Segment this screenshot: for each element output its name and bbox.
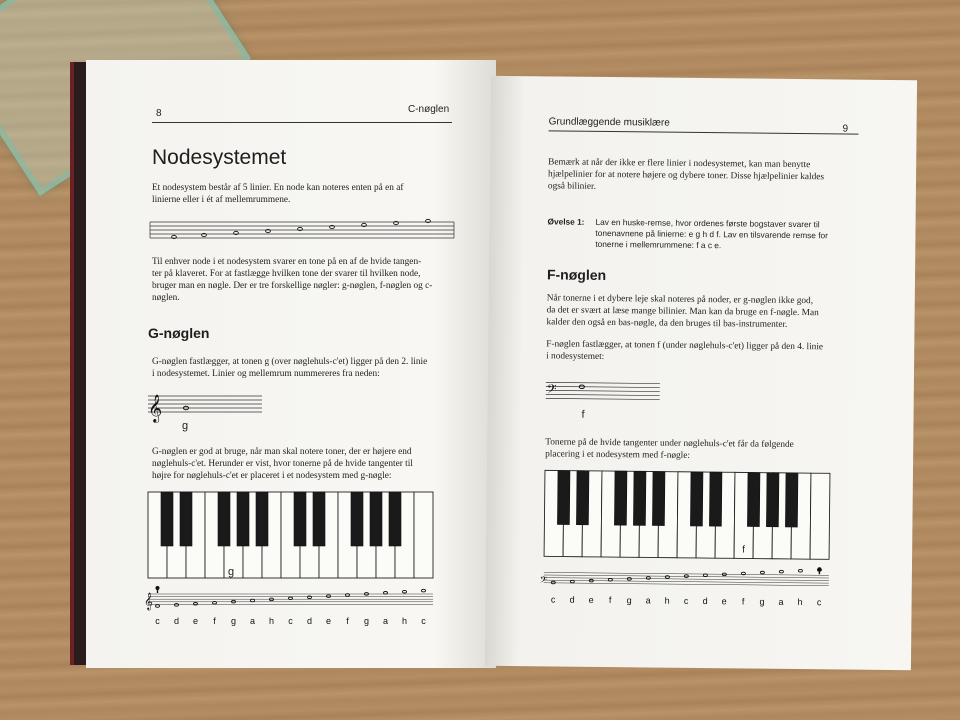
note-name: d bbox=[173, 616, 180, 626]
note-name: c bbox=[550, 594, 556, 605]
note bbox=[741, 572, 745, 575]
black-key bbox=[389, 492, 401, 546]
f-clef-usage-paragraph bbox=[545, 436, 865, 463]
staff-line bbox=[544, 580, 829, 583]
keyboard-diagram-bass bbox=[541, 468, 843, 621]
intro-paragraph bbox=[152, 182, 452, 206]
note-name: c bbox=[288, 616, 293, 626]
black-key bbox=[370, 492, 382, 546]
text-line: tonenavnene på linierne: e g h d f. Lav en tilsvarende remse for bbox=[595, 227, 828, 241]
bilinier-paragraph bbox=[548, 156, 868, 195]
exercise-text bbox=[595, 217, 865, 253]
keyboard-diagram-treble bbox=[146, 490, 446, 640]
staff-line bbox=[544, 583, 829, 586]
staff-line bbox=[544, 578, 829, 581]
section-heading: F-nøglen bbox=[546, 266, 607, 284]
black-key bbox=[256, 492, 268, 546]
black-key bbox=[766, 473, 779, 527]
text-line: Lav en huske-remse, hvor ordenes første bogstaver svarer til bbox=[595, 216, 820, 230]
running-head: C-nøglen bbox=[408, 104, 450, 115]
note-name: e bbox=[721, 596, 727, 607]
text-line: nøglehuls-c'et. Herunder er vist, hvor tonerne på de hvide tangenter til bbox=[152, 459, 413, 469]
note-name: a bbox=[249, 616, 256, 626]
note bbox=[779, 570, 783, 573]
text-line: Et nodesystem består af 5 linier. En node kan noteres enten på en af bbox=[152, 183, 404, 193]
note bbox=[308, 596, 312, 599]
text-line: i nodesystemet: bbox=[546, 351, 605, 362]
note-name: g bbox=[363, 616, 370, 626]
note-name: f bbox=[346, 616, 349, 626]
right-page bbox=[485, 76, 917, 670]
note bbox=[327, 595, 331, 598]
note-name: e bbox=[325, 616, 332, 626]
text-line: Når tonerne i et dybere leje skal noteres på noder, er g-nøglen ikke god, bbox=[546, 293, 814, 307]
note bbox=[194, 603, 198, 606]
note-name: c bbox=[421, 616, 426, 626]
black-key bbox=[747, 472, 760, 526]
note-name: c bbox=[683, 595, 689, 606]
black-key bbox=[709, 472, 722, 526]
text-line: Bemærk at når der ikke er flere linier i nodesystemet, kan man benytte bbox=[548, 157, 811, 171]
black-key bbox=[180, 492, 192, 546]
note bbox=[156, 605, 160, 608]
note bbox=[684, 575, 688, 578]
note-label: g bbox=[182, 420, 189, 432]
note-name: d bbox=[306, 616, 313, 626]
header-rule bbox=[549, 130, 859, 134]
note bbox=[646, 577, 650, 580]
text-line: bruger man en nøgle. Der er tre forskellige nøgler: g-nøglen, f-nøglen og c- bbox=[152, 281, 433, 291]
note bbox=[627, 578, 631, 581]
text-line: da det er svært at læse mange bilinier. Man kan da bruge en f-nøgle. Man bbox=[546, 305, 819, 319]
note-name: e bbox=[192, 616, 199, 626]
page-title: Nodesystemet bbox=[152, 146, 287, 169]
note-name: a bbox=[778, 596, 784, 607]
black-key bbox=[690, 472, 703, 526]
note-name: g bbox=[626, 595, 632, 606]
note-name: f bbox=[608, 595, 612, 606]
key-label: f bbox=[742, 544, 745, 556]
note-name: a bbox=[645, 595, 651, 606]
note-name: f bbox=[213, 616, 216, 626]
text-line: tonerne i mellemrummene: f a c e. bbox=[595, 238, 722, 251]
g-clef-paragraph bbox=[152, 356, 456, 380]
note bbox=[403, 590, 407, 593]
note bbox=[346, 594, 350, 597]
note-name: c bbox=[155, 616, 160, 626]
text-line: nøglen. bbox=[152, 293, 180, 303]
f-clef-definition bbox=[546, 338, 866, 365]
section-heading: G-nøglen bbox=[148, 325, 210, 341]
note-name: h bbox=[664, 595, 670, 606]
bass-clef-icon: 𝄢 bbox=[546, 382, 557, 400]
key-label: g bbox=[228, 566, 235, 578]
f-clef-paragraph bbox=[546, 292, 866, 331]
black-key bbox=[576, 471, 589, 525]
black-key bbox=[785, 473, 798, 527]
white-key bbox=[414, 492, 433, 578]
note-label: f bbox=[581, 408, 585, 421]
note bbox=[384, 592, 388, 595]
black-key bbox=[633, 471, 646, 525]
f-clef-staff bbox=[544, 376, 664, 407]
text-line: F-nøglen fastlægger, at tonen f (under nøglehuls-c'et) ligger på den 4. linie bbox=[546, 339, 824, 353]
text-line: kalder den også en bas-nøgle, da den bruges til bas-instrumenter. bbox=[546, 317, 788, 330]
note-name: h bbox=[797, 597, 803, 608]
black-key bbox=[161, 492, 173, 546]
text-line: hjælpelinier for at notere højere og dybere toner. Disse hjælpelinier kaldes bbox=[548, 169, 825, 183]
note bbox=[798, 569, 802, 572]
page-number: 8 bbox=[156, 108, 162, 119]
note bbox=[422, 589, 426, 592]
white-key bbox=[810, 473, 830, 559]
text-line: i nodesystemet. Linier og mellemrum nummereres fra neden: bbox=[152, 369, 380, 379]
note-name: d bbox=[702, 596, 708, 607]
note-name: c bbox=[816, 597, 822, 608]
text-line: også bilinier. bbox=[547, 181, 597, 192]
note bbox=[665, 576, 669, 579]
treble-clef-icon: 𝄞 bbox=[144, 593, 153, 610]
left-page bbox=[86, 60, 496, 668]
note bbox=[251, 599, 255, 602]
note-name: g bbox=[759, 596, 765, 607]
text-line: højre for nøglehuls-c'et er placeret i et nodesystem med g-nøgle: bbox=[152, 471, 392, 481]
text-line: linierne eller i ét af mellemrummene. bbox=[152, 195, 291, 205]
note-name: h bbox=[401, 616, 408, 626]
black-key bbox=[313, 492, 325, 546]
running-head: Grundlæggende musiklære bbox=[548, 116, 670, 129]
staff-example bbox=[148, 218, 456, 242]
note-name: g bbox=[230, 616, 237, 626]
text-line: placering i et nodesystem med f-nøgle: bbox=[545, 449, 691, 461]
black-key bbox=[294, 492, 306, 546]
g-clef-usage-paragraph bbox=[152, 446, 456, 482]
note-name: h bbox=[268, 616, 275, 626]
note bbox=[608, 578, 612, 581]
note-name: f bbox=[741, 596, 745, 607]
black-key bbox=[557, 471, 570, 525]
note bbox=[703, 574, 707, 577]
note-name: a bbox=[382, 616, 389, 626]
note-name: d bbox=[569, 594, 575, 605]
black-key bbox=[614, 471, 627, 525]
text-line: G-nøglen er god at bruge, når man skal notere toner, der er højere end bbox=[152, 447, 412, 457]
black-key bbox=[652, 472, 665, 526]
black-key bbox=[237, 492, 249, 546]
note bbox=[289, 597, 293, 600]
keyboard-paragraph bbox=[152, 256, 456, 304]
black-key bbox=[218, 492, 230, 546]
note bbox=[551, 581, 555, 584]
g-clef-staff bbox=[146, 388, 266, 420]
header-rule bbox=[152, 122, 452, 123]
note-name: e bbox=[588, 594, 594, 605]
note bbox=[760, 571, 764, 574]
text-line: Tonerne på de hvide tangenter under nøglehuls-c'et får da følgende bbox=[545, 437, 794, 450]
text-line: G-nøglen fastlægger, at tonen g (over nøglehuls-c'et) ligger på den 2. linie bbox=[152, 357, 428, 367]
text-line: Til enhver node i et nodesystem svarer en tone på en af de hvide tangen- bbox=[152, 257, 422, 267]
note bbox=[570, 580, 574, 583]
treble-clef-icon: 𝄞 bbox=[148, 395, 163, 422]
exercise-label: Øvelse 1: bbox=[547, 216, 585, 227]
page-number: 9 bbox=[842, 123, 849, 135]
bass-clef-icon: 𝄢 bbox=[539, 575, 547, 588]
text-line: ter på klaveret. For at fastlægge hvilken tone der svarer til hvilken node, bbox=[152, 269, 421, 279]
note bbox=[213, 601, 217, 604]
note bbox=[175, 604, 179, 607]
black-key bbox=[351, 492, 363, 546]
